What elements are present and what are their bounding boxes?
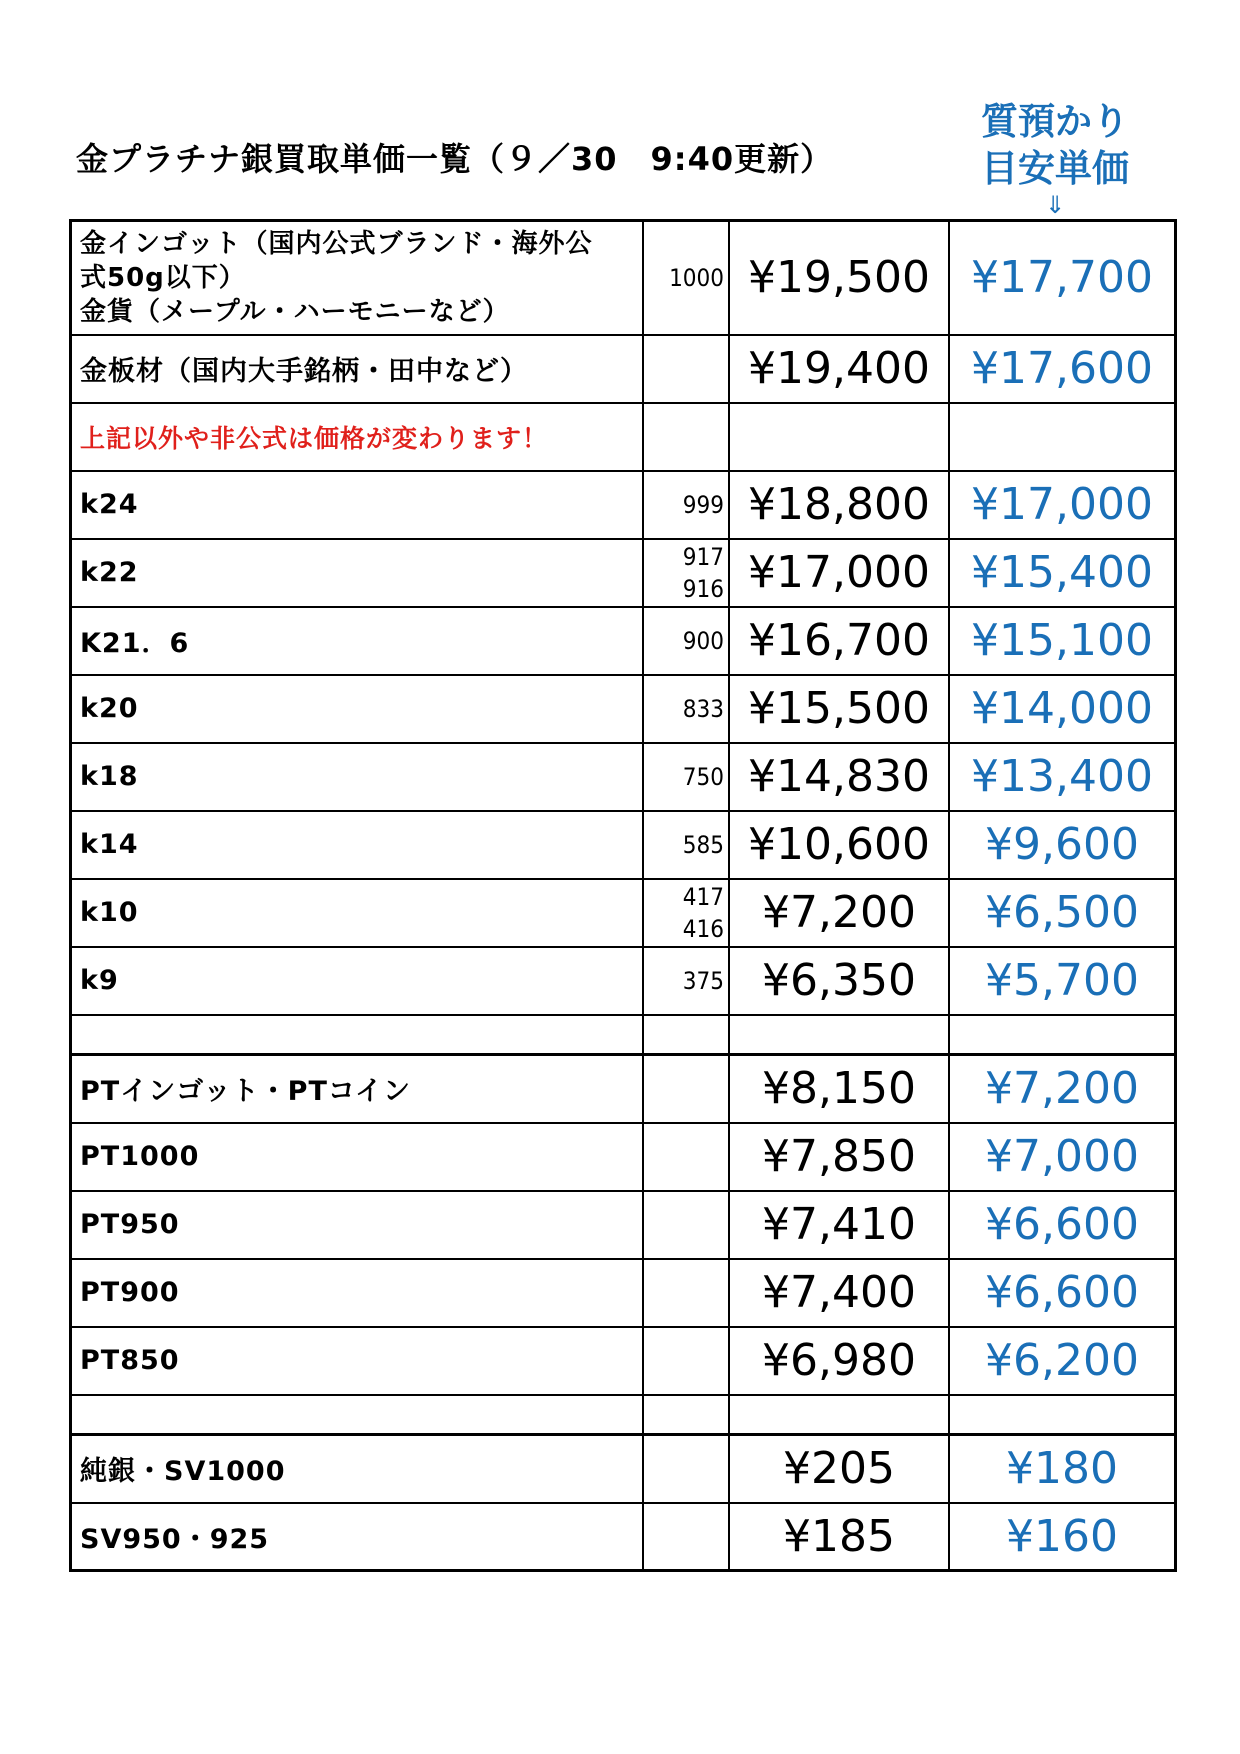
buy-price: ¥19,400 <box>748 343 930 394</box>
buy-price-cell <box>729 221 949 335</box>
purity-value: 1000 <box>669 263 724 292</box>
purity-cell <box>643 1055 729 1123</box>
buy-price: ¥16,700 <box>748 615 930 666</box>
item-name-line: k10 <box>80 897 139 928</box>
pawn-price: ¥9,600 <box>985 819 1139 870</box>
pawn-header-line-1: 質預かり <box>981 100 1129 143</box>
purity-value: 750 <box>682 762 724 791</box>
empty-cell <box>643 1395 729 1435</box>
item-name-line: k24 <box>80 489 139 520</box>
empty-cell <box>729 1015 949 1055</box>
purity-value: 375 <box>682 966 724 995</box>
purity-cell <box>643 743 729 811</box>
pawn-price-cell <box>949 947 1176 1015</box>
table-row <box>71 539 1176 607</box>
item-name-cell <box>71 1055 644 1123</box>
purity-cell <box>643 879 729 947</box>
table-row <box>71 471 1176 539</box>
item-name-line: PT1000 <box>80 1141 200 1172</box>
pawn-price: ¥14,000 <box>971 683 1153 734</box>
item-name-line: PTインゴット・PTコイン <box>80 1076 412 1108</box>
purity-cell <box>643 471 729 539</box>
purity-cell <box>643 811 729 879</box>
purity-value: 416 <box>682 914 724 943</box>
pawn-price: ¥17,700 <box>971 252 1153 304</box>
pawn-price: ¥6,200 <box>985 1335 1139 1386</box>
buy-price-cell <box>729 743 949 811</box>
item-name-cell <box>71 1191 644 1259</box>
pawn-price-cell <box>949 811 1176 879</box>
purity-cell <box>643 1327 729 1395</box>
price-table <box>69 219 1177 1572</box>
spacer-row <box>71 1015 1176 1055</box>
spacer-row <box>71 1395 1176 1435</box>
purity-value: 417 <box>682 882 724 911</box>
buy-price: ¥17,000 <box>748 547 930 598</box>
pawn-price-cell <box>949 1191 1176 1259</box>
item-name-cell <box>71 1123 644 1191</box>
empty-cell <box>729 1395 949 1435</box>
item-name-cell <box>71 539 644 607</box>
purity-cell <box>643 947 729 1015</box>
buy-price: ¥10,600 <box>748 819 930 870</box>
item-name-line: 金インゴット（国内公式ブランド・海外公 <box>80 228 593 259</box>
item-name-line: PT950 <box>80 1209 180 1240</box>
item-name-line: 金板材（国内大手銘柄・田中など） <box>80 356 528 387</box>
purity-cell <box>643 221 729 335</box>
item-name-line: k9 <box>80 965 119 996</box>
item-name-cell <box>71 1503 644 1571</box>
table-row <box>71 1055 1176 1123</box>
table-row <box>71 1327 1176 1395</box>
pawn-price: ¥17,000 <box>971 479 1153 530</box>
table-row <box>71 879 1176 947</box>
pawn-price-cell <box>949 1435 1176 1503</box>
pawn-price-cell <box>949 471 1176 539</box>
pawn-price-cell <box>949 403 1176 471</box>
purity-value: 916 <box>682 574 724 603</box>
buy-price: ¥19,500 <box>748 252 930 304</box>
pawn-price-cell <box>949 1503 1176 1571</box>
buy-price: ¥7,850 <box>762 1131 916 1182</box>
pawn-price-cell <box>949 1259 1176 1327</box>
buy-price-cell <box>729 1123 949 1191</box>
page-title: 金プラチナ銀買取単価一覧（９／30 9:40更新） <box>76 140 834 178</box>
table-row <box>71 1503 1176 1571</box>
purity-cell <box>643 1123 729 1191</box>
item-name-line: PT900 <box>80 1277 180 1308</box>
buy-price-cell <box>729 947 949 1015</box>
buy-price-cell <box>729 1327 949 1395</box>
pawn-price-cell <box>949 675 1176 743</box>
pawn-price: ¥17,600 <box>971 343 1153 394</box>
buy-price: ¥14,830 <box>748 751 930 802</box>
purity-cell <box>643 403 729 471</box>
buy-price: ¥7,200 <box>762 887 916 938</box>
table-row <box>71 1123 1176 1191</box>
buy-price-cell <box>729 1191 949 1259</box>
purity-value: 999 <box>682 490 724 519</box>
item-name-cell <box>71 1435 644 1503</box>
item-name-cell <box>71 403 644 471</box>
buy-price-cell <box>729 675 949 743</box>
pawn-price-cell <box>949 539 1176 607</box>
buy-price: ¥8,150 <box>762 1063 916 1115</box>
item-name-cell <box>71 471 644 539</box>
purity-cell <box>643 1435 729 1503</box>
pawn-price-cell <box>949 743 1176 811</box>
item-name-cell <box>71 743 644 811</box>
pawn-price: ¥13,400 <box>971 751 1153 802</box>
item-name-cell <box>71 811 644 879</box>
pawn-price: ¥180 <box>1006 1443 1118 1495</box>
item-name-cell <box>71 675 644 743</box>
item-name-line: 上記以外や非公式は価格が変わります！ <box>80 423 549 453</box>
buy-price-cell <box>729 539 949 607</box>
buy-price: ¥6,350 <box>762 955 916 1006</box>
pawn-price: ¥7,200 <box>985 1063 1139 1115</box>
buy-price: ¥7,410 <box>762 1199 916 1250</box>
purity-cell <box>643 1259 729 1327</box>
item-name-line: 純銀・SV1000 <box>80 1456 286 1488</box>
table-row <box>71 675 1176 743</box>
buy-price-cell <box>729 335 949 403</box>
table-row <box>71 403 1176 471</box>
item-name-line: SV950・925 <box>80 1523 270 1555</box>
pawn-price: ¥15,100 <box>971 615 1153 666</box>
item-name-line: k20 <box>80 693 139 724</box>
item-name-cell <box>71 879 644 947</box>
purity-value: 900 <box>682 626 724 655</box>
item-name-line: K21．6 <box>80 628 190 659</box>
down-arrow-icon: ⇓ <box>1044 191 1066 219</box>
purity-value: 917 <box>682 542 724 571</box>
pawn-price-cell <box>949 1123 1176 1191</box>
table-row <box>71 221 1176 335</box>
table-row <box>71 607 1176 675</box>
purity-cell <box>643 1191 729 1259</box>
buy-price: ¥185 <box>783 1510 895 1562</box>
table-row <box>71 1191 1176 1259</box>
buy-price-cell <box>729 1259 949 1327</box>
table-row <box>71 335 1176 403</box>
buy-price-cell <box>729 403 949 471</box>
buy-price-cell <box>729 1055 949 1123</box>
table-row <box>71 1435 1176 1503</box>
item-name-cell <box>71 607 644 675</box>
pawn-price: ¥15,400 <box>971 547 1153 598</box>
empty-cell <box>643 1015 729 1055</box>
pawn-price-cell <box>949 335 1176 403</box>
pawn-price-cell <box>949 1055 1176 1123</box>
pawn-price: ¥160 <box>1006 1510 1118 1562</box>
purity-value: 833 <box>682 694 724 723</box>
pawn-estimate-header <box>945 98 1165 218</box>
pawn-price: ¥7,000 <box>985 1131 1139 1182</box>
buy-price-cell <box>729 1435 949 1503</box>
pawn-header-line-2: 目安単価 <box>981 147 1129 190</box>
pawn-price: ¥6,500 <box>985 887 1139 938</box>
buy-price: ¥7,400 <box>762 1267 916 1318</box>
table-row <box>71 947 1176 1015</box>
empty-cell <box>71 1015 644 1055</box>
buy-price-cell <box>729 471 949 539</box>
item-name-line: k14 <box>80 829 139 860</box>
pawn-price: ¥5,700 <box>985 955 1139 1006</box>
item-name-cell <box>71 221 644 335</box>
buy-price-cell <box>729 607 949 675</box>
pawn-price-cell <box>949 221 1176 335</box>
pawn-price: ¥6,600 <box>985 1199 1139 1250</box>
buy-price: ¥205 <box>783 1443 895 1495</box>
pawn-price: ¥6,600 <box>985 1267 1139 1318</box>
item-name-line: 式50g以下） <box>80 262 246 293</box>
purity-cell <box>643 335 729 403</box>
item-name-line: PT850 <box>80 1345 180 1376</box>
purity-cell <box>643 539 729 607</box>
item-name-cell <box>71 947 644 1015</box>
pawn-price-cell <box>949 879 1176 947</box>
item-name-line: 金貨（メープル・ハーモニーなど） <box>80 296 510 327</box>
empty-cell <box>71 1395 644 1435</box>
purity-cell <box>643 1503 729 1571</box>
purity-cell <box>643 675 729 743</box>
buy-price-cell <box>729 811 949 879</box>
empty-cell <box>949 1015 1176 1055</box>
pawn-price-cell <box>949 607 1176 675</box>
buy-price: ¥18,800 <box>748 479 930 530</box>
buy-price: ¥15,500 <box>748 683 930 734</box>
price-table-body <box>71 221 1176 1571</box>
table-row <box>71 1259 1176 1327</box>
empty-cell <box>949 1395 1176 1435</box>
buy-price-cell <box>729 879 949 947</box>
item-name-line: k22 <box>80 557 139 588</box>
pawn-price-cell <box>949 1327 1176 1395</box>
item-name-cell <box>71 1259 644 1327</box>
table-row <box>71 811 1176 879</box>
buy-price: ¥6,980 <box>762 1335 916 1386</box>
purity-value: 585 <box>682 830 724 859</box>
buy-price-cell <box>729 1503 949 1571</box>
item-name-cell <box>71 1327 644 1395</box>
table-row <box>71 743 1176 811</box>
item-name-cell <box>71 335 644 403</box>
item-name-line: k18 <box>80 761 139 792</box>
purity-cell <box>643 607 729 675</box>
